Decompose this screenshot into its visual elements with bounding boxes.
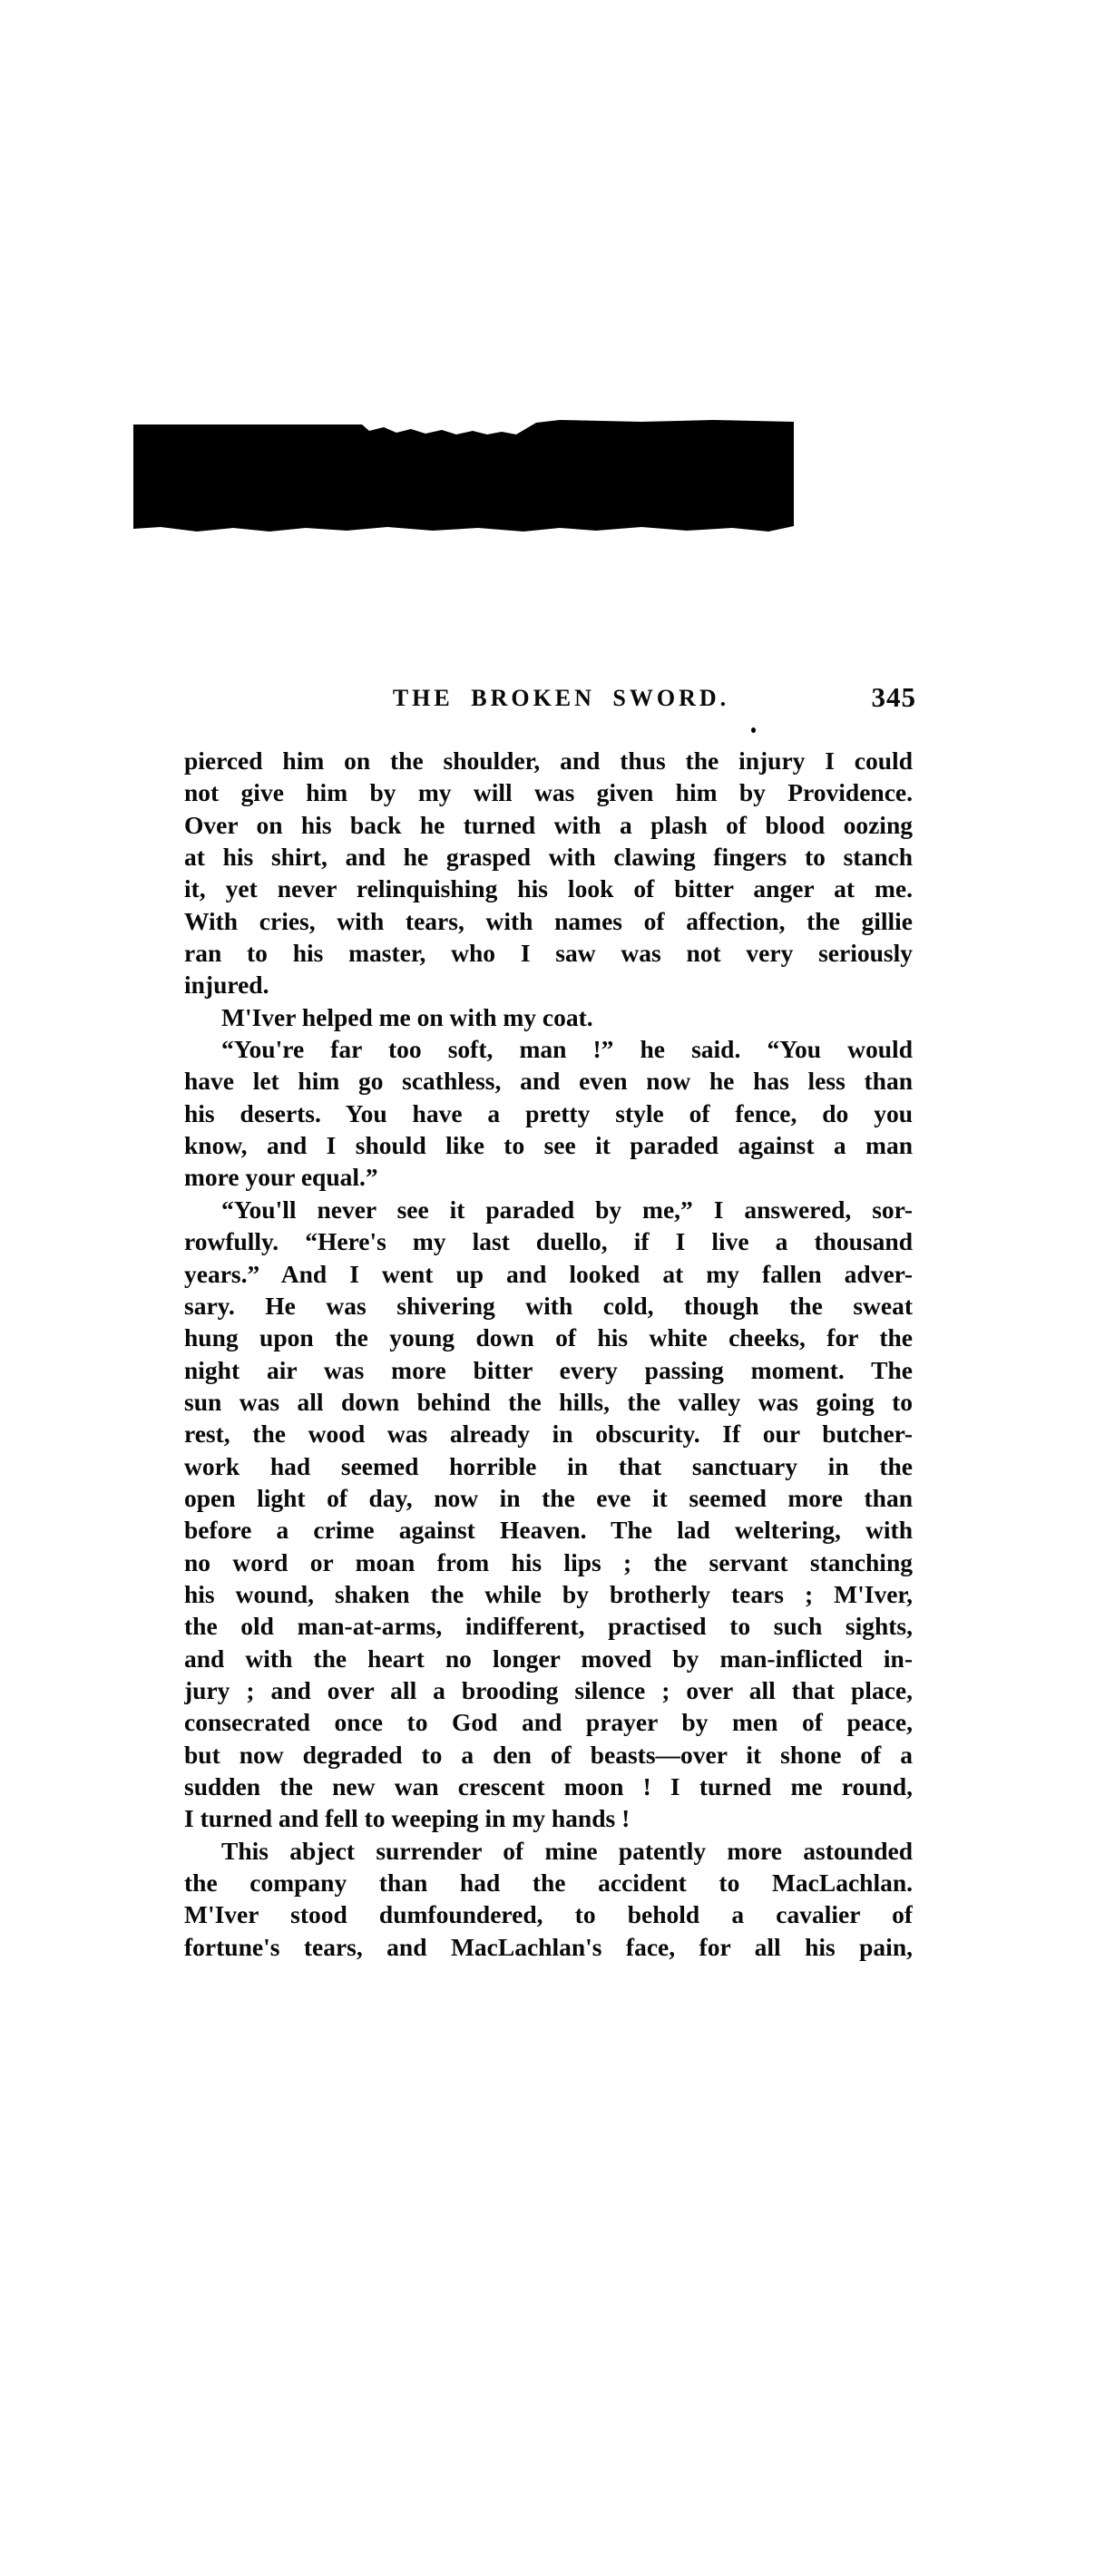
text-line: fortune's tears, and MacLachlan's face, for all his pain, [184,1932,913,1961]
text-line: M'Iver stood dumfoundered, to behold a cavalier of [184,1900,913,1929]
text-line: This abject surrender of mine patently more astounded [221,1836,913,1865]
text-line: know, and I should like to see it paraded against a man [184,1131,913,1160]
text-line: not give him by my will was given him by Providence. [184,778,913,807]
ink-speck [751,727,756,733]
text-line: rowfully. “Here's my last duello, if I live a thousand [184,1227,913,1256]
text-line: his deserts. You have a pretty style of fence, do you [184,1098,913,1127]
text-line: his wound, shaken the while by brotherly tears ; M'Iver, [184,1579,913,1608]
text-line: work had seemed horrible in that sanctuary in the [184,1451,913,1480]
text-line: have let him go scathless, and even now he has less than [184,1067,913,1096]
text-line: injured. [184,971,269,1000]
text-line: “You're far too soft, man !” he said. “You would [221,1035,913,1064]
redaction-bar [133,418,794,536]
text-line: With cries, with tears, with names of affection, the gillie [184,906,913,935]
running-head [184,681,916,719]
text-line: sudden the new wan crescent moon ! I turned me round, [184,1772,913,1800]
text-line: ran to his master, who I saw was not very seriously [184,939,913,968]
body-text [184,745,913,1963]
text-line: the old man-at-arms, indifferent, practised to such sights, [184,1612,913,1641]
text-line: Over on his back he turned with a plash of blood oozing [184,810,913,839]
text-line: jury ; and over all a brooding silence ; over all that place, [184,1675,913,1704]
text-line: consecrated once to God and prayer by men of peace, [184,1708,913,1737]
text-line: more your equal.” [184,1163,378,1192]
running-title: THE BROKEN SWORD. [392,685,730,711]
text-line: I turned and fell to weeping in my hands ! [184,1804,631,1833]
text-line: M'Iver helped me on with my coat. [221,1002,593,1031]
text-line: years.” And I went up and looked at my fallen adver- [184,1259,913,1288]
text-line: open light of day, now in the eve it seemed more than [184,1483,913,1512]
text-line: but now degraded to a den of beasts—over it shone of a [184,1740,913,1769]
text-line: no word or moan from his lips ; the servant stanching [184,1547,913,1576]
text-line: sun was all down behind the hills, the valley was going to [184,1387,913,1416]
text-line: it, yet never relinquishing his look of bitter anger at me. [184,874,913,903]
text-line: the company than had the accident to MacLachlan. [184,1869,913,1898]
text-line: “You'll never see it paraded by me,” I answered, sor- [221,1195,913,1224]
text-line: before a crime against Heaven. The lad weltering, with [184,1516,913,1545]
redaction-bar-shape [133,418,794,536]
text-line: night air was more bitter every passing moment. The [184,1355,913,1384]
text-line: rest, the wood was already in obscurity. If our butcher- [184,1420,913,1449]
text-line: hung upon the young down of his white cheeks, for the [184,1323,913,1352]
text-line: sary. He was shivering with cold, though the sweat [184,1291,913,1320]
text-line: at his shirt, and he grasped with clawing fingers to stanch [184,843,913,872]
text-line: and with the heart no longer moved by man-inflicted in- [184,1644,913,1673]
text-line: pierced him on the shoulder, and thus the injury I could [184,746,913,775]
page-number: 345 [871,681,916,713]
